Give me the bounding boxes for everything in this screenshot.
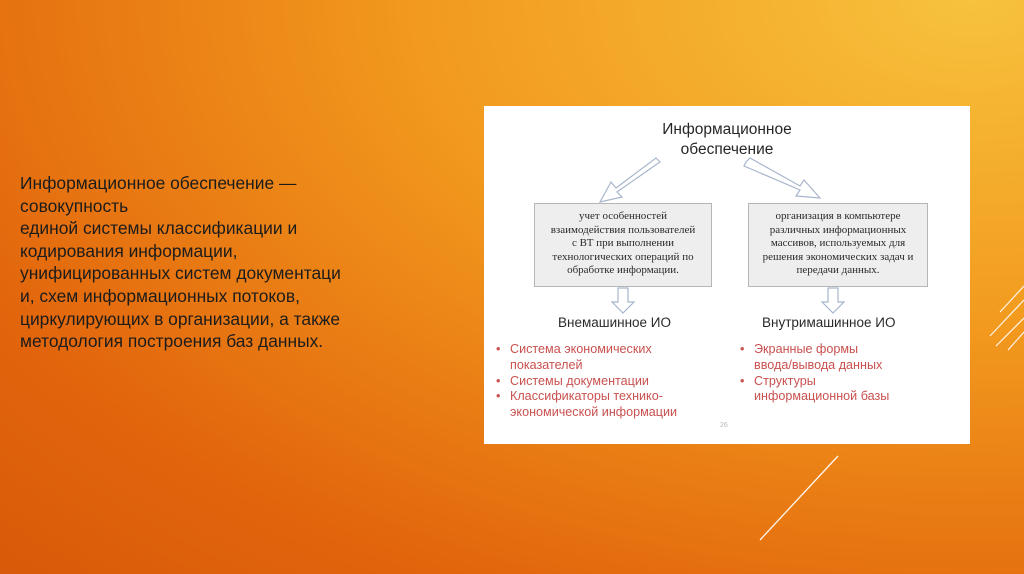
definition-text bbox=[20, 172, 420, 353]
definition-line: методология построения баз данных. bbox=[20, 331, 324, 352]
definition-line: унифицированных систем документаци bbox=[20, 263, 341, 284]
list-item: • Система экономических показателей bbox=[494, 342, 677, 374]
definition-line: и, схем информационных потоков, bbox=[20, 285, 300, 306]
arrow-down-icon bbox=[612, 288, 634, 313]
right-heading: Внутримашинное ИО bbox=[762, 315, 896, 330]
arrow-down-icon bbox=[822, 288, 844, 313]
arrow-right-down-icon bbox=[744, 158, 820, 198]
arrow-left-down-icon bbox=[600, 158, 660, 202]
left-box: учет особенностей взаимодействия пользователей с ВТ при выполнении технологических операций по обработке информации. bbox=[534, 203, 712, 287]
left-list bbox=[494, 342, 677, 421]
definition-line: Информационное обеспечение — bbox=[20, 173, 297, 193]
definition-line: единой системы классификации и bbox=[20, 218, 298, 239]
definition-line: циркулирующих в организации, а также bbox=[20, 308, 341, 329]
list-item: • Классификаторы технико- экономической информации bbox=[494, 389, 677, 421]
diagram-image bbox=[484, 106, 970, 444]
list-item: • Структуры информационной базы bbox=[738, 374, 889, 406]
page-number: 26 bbox=[720, 422, 728, 429]
diagram-title: Информационное обеспечение bbox=[662, 121, 792, 158]
list-item: • Системы документации bbox=[494, 374, 677, 390]
definition-line: кодирования информации, bbox=[20, 240, 238, 261]
list-item: • Экранные формы ввода/вывода данных bbox=[738, 342, 889, 374]
definition-line: совокупность bbox=[20, 195, 129, 216]
right-list bbox=[738, 342, 889, 405]
left-heading: Внемашинное ИО bbox=[558, 315, 672, 330]
right-box: организация в компьютере различных информационных массивов, используемых для решения экономических задач и передачи данных. bbox=[748, 203, 928, 287]
